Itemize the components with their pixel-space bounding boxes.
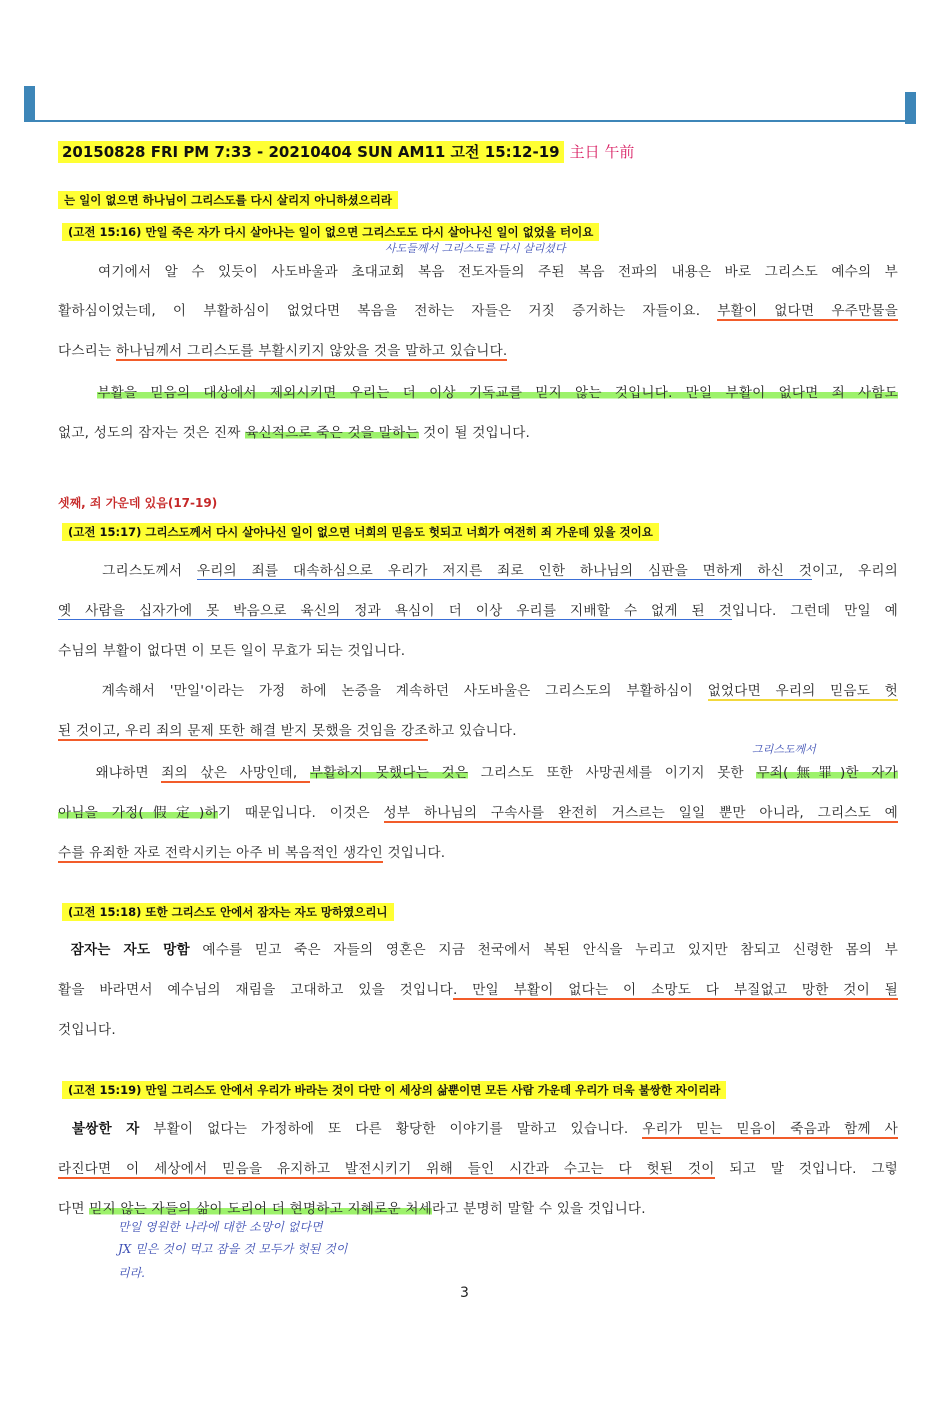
p2-line1: 부활을 믿음의 대상에서 제외시키면 우리는 더 이상 기독교를 믿지 않는 것입니다. 만일 부활이 없다면 죄 사함도 [97,385,898,401]
handwritten-line2: JX 믿은 것이 먹고 잠을 것 모두가 헛된 것이 [118,1242,348,1256]
header-rule [24,120,916,122]
handwritten-line1: 만일 영원한 나라에 대한 소망이 없다면 [118,1220,323,1234]
p1-line2: 활하심이었는데, 이 부활하심이 없었다면 복음을 전하는 자들은 거짓 증거하는 자들이요. 부활이 없다면 우주만물을 [58,303,898,319]
verse-15-19: (고전 15:19) 만일 그리스도 안에서 우리가 바라는 것이 다만 이 세상의 삶뿐이면 모든 사람 가운데 우리가 더욱 불쌍한 자이리라 [62,1082,726,1098]
label-pitiful: 불쌍한 자 [71,1121,140,1137]
handwritten-line3: 리라. [118,1266,145,1280]
header-suffix: 主日 午前 [569,143,635,161]
p5-line3: 수를 유죄한 자로 전락시키는 아주 비 복음적인 생각인 것입니다. [58,845,446,861]
p4-line1: 계속해서 '만일'이라는 가정 하에 논증을 계속하던 사도바울은 그리스도의 부활하심이 없었다면 우리의 믿음도 헛 [101,683,898,699]
header-range: 20150828 FRI PM 7:33 - 20210404 SUN AM11 고전 15:12-19 [58,141,564,163]
p5-line2: 아님을 가정(假定)하기 때문입니다. 이것은 성부 하나님의 구속사를 완전히 거스르는 일일 뿐만 아니라, 그리스도 예 [58,805,899,821]
p7-line2: 라진다면 이 세상에서 믿음을 유지하고 발전시키기 위해 들인 시간과 수고는 다 헛된 것이 되고 말 것입니다. 그렇 [58,1161,899,1177]
p4-line2: 된 것이고, 우리 죄의 문제 또한 해결 받지 못했을 것임을 강조하고 있습니다. [58,723,517,739]
verse-15-17: (고전 15:17) 그리스도께서 다시 살아나신 일이 없으면 너희의 믿음도 헛되고 너희가 여전히 죄 가운데 있을 것이요 [62,524,659,540]
p7-line1: 불쌍한 자 부활이 없다는 가정하에 또 다른 황당한 이야기를 말하고 있습니다. 우리가 믿는 믿음이 죽음과 함께 사 [71,1121,898,1137]
p3-line3: 수님의 부활이 없다면 이 모든 일이 무효가 되는 것입니다. [58,643,406,659]
handwritten-note-p5: 그리스도께서 [752,743,816,756]
label-sleeping: 잠자는 자도 망함 [70,942,190,958]
p1-line1: 여기에서 알 수 있듯이 사도바울과 초대교회 복음 전도자들의 주된 복음 전파의 내용은 바로 그리스도 예수의 부 [98,264,898,280]
verse-15-18: (고전 15:18) 또한 그리스도 안에서 잠자는 자도 망하였으리니 [62,904,394,920]
header-bar-left [24,86,35,120]
page-number: 3 [460,1285,469,1301]
p5-line1: 왜냐하면 죄의 삯은 사망인데, 부활하지 못했다는 것은 그리스도 또한 사망권세를 이기지 못한 무죄(無罪)한 자가 [95,765,898,781]
section-title-3: 셋째, 죄 가운데 있음(17-19) [58,496,218,510]
p6-line1: 잠자는 자도 망함 예수를 믿고 죽은 자들의 영혼은 지금 천국에서 복된 안식을 누리고 있지만 참되고 신령한 몸의 부 [70,942,898,958]
p3-line2: 옛 사람을 십자가에 못 박음으로 육신의 정과 욕심이 더 이상 우리를 지배할 수 없게 된 것입니다. 그런데 만일 예 [58,603,899,619]
verse-15-16: (고전 15:16) 만일 죽은 자가 다시 살아나는 일이 없으면 그리스도도 다시 살아나신 일이 없었을 터이요 [62,224,599,240]
p6-line3: 것입니다. [58,1022,116,1038]
p3-line1: 그리스도께서 우리의 죄를 대속하심으로 우리가 저지른 죄로 인한 하나님의 심판을 면하게 하신 것이고, 우리의 [102,563,898,579]
document-header [58,141,634,162]
p1-line3: 다스리는 하나님께서 그리스도를 부활시키지 않았을 것을 말하고 있습니다. [58,343,508,359]
p2-line2: 없고, 성도의 잠자는 것은 진짜 육신적으로 죽은 것을 말하는 것이 될 것입니다. [58,425,531,441]
verse-continuation: 는 일이 없으면 하나님이 그리스도를 다시 살리지 아니하셨으리라 [58,192,398,208]
p7-line3: 다면 믿지 않는 자들의 삶이 도리어 더 현명하고 지혜로운 처세라고 분명히 말할 수 있을 것입니다. [58,1201,646,1217]
p6-line2: 활을 바라면서 예수님의 재림을 고대하고 있을 것입니다. 만일 부활이 없다는 이 소망도 다 부질없고 망한 것이 될 [58,982,898,998]
handwritten-note-v16: 사도들께서 그리스도를 다시 살리셨다 [385,242,566,255]
